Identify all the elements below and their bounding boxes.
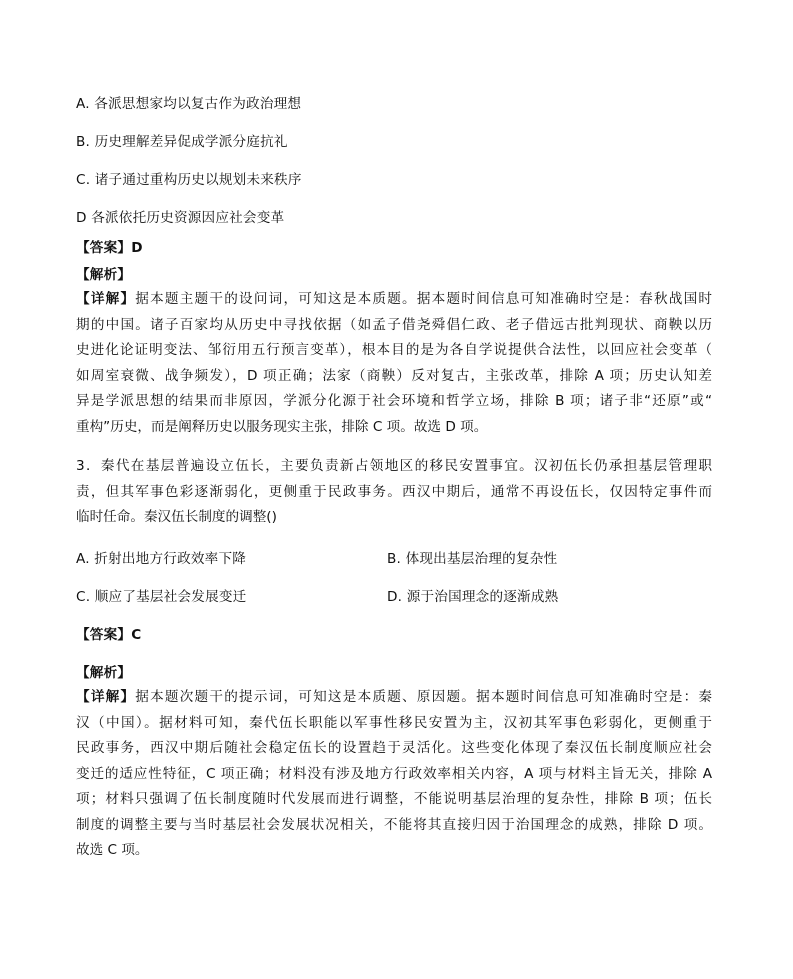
q2-detail-line: 史进化论证明变法、邹衍用五行预言变革），根本目的是为各自学说提供合法性，以回应社会变革（ — [76, 342, 712, 358]
q3-detail-line: 制度的调整主要与当时基层社会发展状况相关，不能将其直接归因于治国理念的成熟，排除 D 项。 — [76, 816, 712, 833]
q2-option-d: D 各派依托历史资源因应社会变革 — [76, 210, 285, 226]
q2-detail-line: 异是学派思想的结果而非原因，学派分化源于社会环境和哲学立场，排除 B 项；诸子非“还原”或“ — [76, 393, 712, 409]
q3-option-b: B. 体现出基层治理的复杂性 — [387, 551, 558, 567]
q3-analysis-label: 【解析】 — [76, 665, 132, 681]
q3-detail-label: 【详解】 — [76, 689, 136, 705]
q3-detail-line: 故选 C 项。 — [76, 842, 149, 858]
q2-detail-line: 【详解】据本题主题干的设问词，可知这是本质题。据本题时间信息可知准确时空是：春秋战国时 — [76, 291, 713, 307]
q3-answer-value: C — [131, 627, 142, 643]
q2-analysis-label: 【解析】 — [76, 267, 132, 283]
q2-detail-line: 期的中国。诸子百家均从历史中寻找依据（如孟子借尧舜倡仁政、老子借远古批判现状、商鞅以历 — [76, 316, 712, 333]
q2-option-c: C. 诸子通过重构历史以规划未来秩序 — [76, 172, 302, 188]
q3-option-d: D. 源于治国理念的逐渐成熟 — [387, 589, 559, 605]
q2-detail-line: 重构”历史，而是阐释历史以服务现实主张，排除 C 项。故选 D 项。 — [76, 418, 488, 435]
q3-stem-line: 责，但其军事色彩逐渐弱化，更侧重于民政事务。西汉中期后，通常不再设伍长，仅因特定事件而 — [76, 483, 712, 500]
q2-answer-value: D — [131, 240, 143, 256]
q3-option-c: C. 顺应了基层社会发展变迁 — [76, 589, 247, 605]
q3-detail — [76, 685, 712, 864]
q2-answer — [76, 240, 143, 257]
q3-stem-line: 临时任命。秦汉伍长制度的调整() — [76, 509, 277, 525]
q2-option-a: A. 各派思想家均以复古作为政治理想 — [76, 96, 302, 112]
q3-detail-line: 汉（中国）。据材料可知，秦代伍长职能以军事性移民安置为主，汉初其军事色彩弱化，更侧重于 — [76, 714, 712, 731]
q2-option-b: B. 历史理解差异促成学派分庭抗礼 — [76, 134, 288, 150]
q3-stem — [76, 454, 712, 531]
q3-detail-line: 【详解】据本题次题干的提示词，可知这是本质题、原因题。据本题时间信息可知准确时空是：秦 — [76, 689, 713, 705]
q3-stem-line: 3．秦代在基层普遍设立伍长，主要负责新占领地区的移民安置事宜。汉初伍长仍承担基层管理职 — [76, 458, 712, 474]
q2-detail-line: 如周室衰微、战争频发），D 项正确；法家（商鞅）反对复古，主张改革，排除 A 项；历史认知差 — [76, 367, 712, 384]
q3-detail-line: 民政事务，西汉中期后随社会稳定伍长的设置趋于灵活化。这些变化体现了秦汉伍长制度顺应社会 — [76, 740, 712, 756]
q2-answer-label: 【答案】 — [76, 240, 132, 256]
q2-detail-label: 【详解】 — [76, 291, 136, 307]
q3-option-a: A. 折射出地方行政效率下降 — [76, 551, 247, 567]
q3-answer — [76, 627, 141, 644]
q3-answer-label: 【答案】 — [76, 627, 132, 643]
q2-detail — [76, 287, 712, 440]
q3-detail-line: 变迁的适应性特征，C 项正确；材料没有涉及地方行政效率相关内容，A 项与材料主旨无关，排除 A — [76, 765, 712, 782]
q3-detail-line: 项；材料只强调了伍长制度随时代发展而进行调整，不能说明基层治理的复杂性，排除 B 项；伍长 — [76, 791, 712, 807]
